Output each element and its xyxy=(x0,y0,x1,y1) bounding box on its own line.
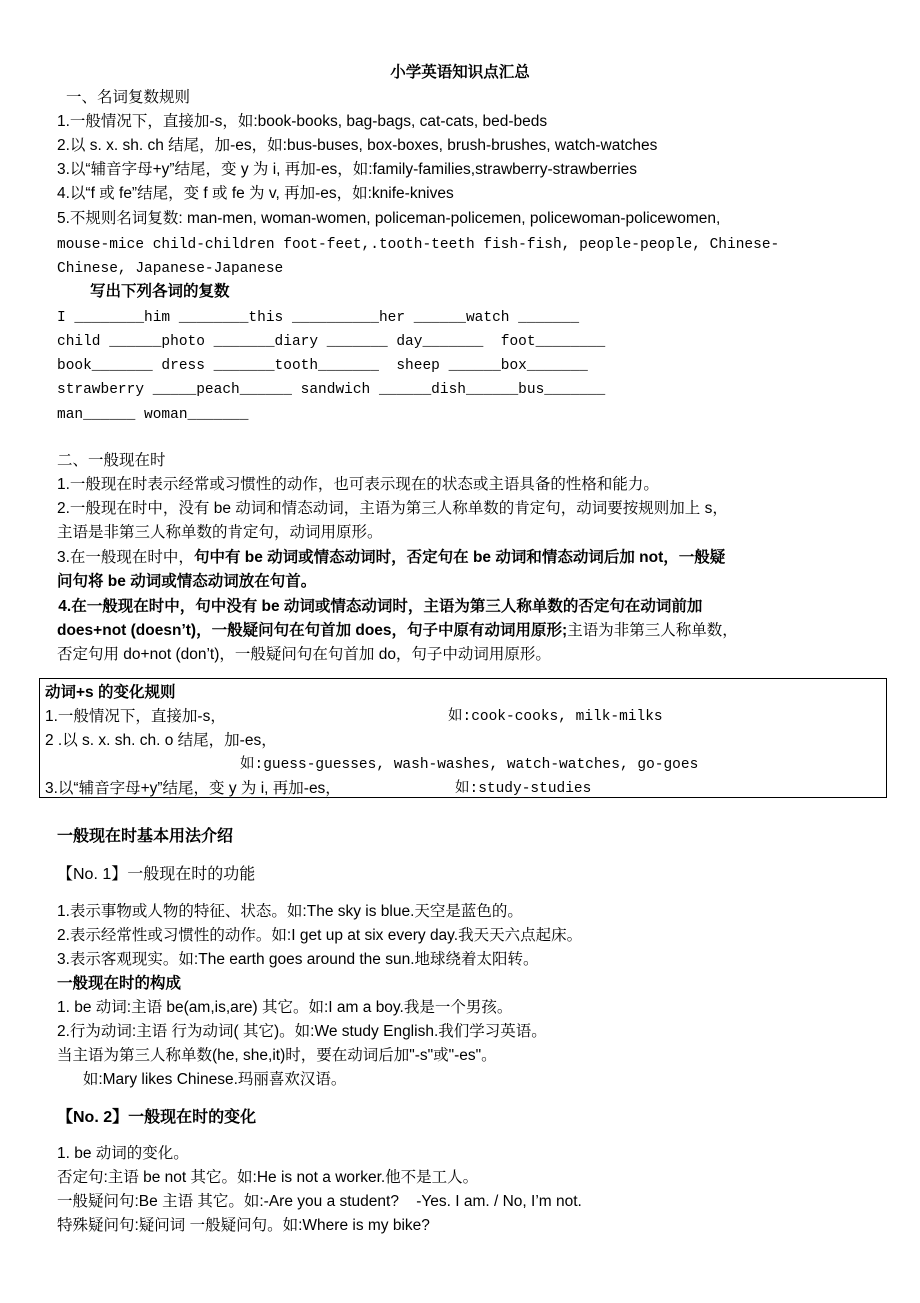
variation-4: 特殊疑问句:疑问词 一般疑问句。如:Where is my bike? xyxy=(57,1217,430,1234)
present-rule-3a xyxy=(57,547,725,569)
present-rule-4b-rest: 主语为非第三人称单数， xyxy=(567,622,738,639)
exercise-line-4: strawberry _____peach______ sandwich ______dish______bus_______ xyxy=(57,382,606,398)
present-rule-4a: 4.在一般现在时中，句中没有 be 动词或情态动词时，主语为第三人称单数的否定句在动词前加 xyxy=(54,598,703,615)
page-title: 小学英语知识点汇总 xyxy=(390,64,530,81)
present-rule-4b xyxy=(57,620,738,642)
verb-s-rule-2-example: 如:guess-guesses, wash-washes, watch-watches, go-goes xyxy=(240,757,699,773)
composition-1: 1. be 动词:主语 be(am,is,are) 其它。如:I am a boy.我是一个男孩。 xyxy=(57,999,513,1016)
plural-rule-3: 3.以“辅音字母+y”结尾，变 y 为 i, 再加-es，如:family-families,strawberry-strawberries xyxy=(57,161,638,178)
plural-rule-1: 1.一般情况下，直接加-s，如:book-books, bag-bags, cat-cats, bed-beds xyxy=(57,113,548,130)
plural-rule-2: 2.以 s. x. sh. ch 结尾，加-es，如:bus-buses, box-boxes, brush-brushes, watch-watches xyxy=(57,137,658,154)
exercise-title: 写出下列各词的复数 xyxy=(90,283,230,300)
function-3: 3.表示客观现实。如:The earth goes around the sun.地球绕着太阳转。 xyxy=(57,951,539,968)
present-rule-1: 1.一般现在时表示经常或习惯性的动作，也可表示现在的状态或主语具备的性格和能力。 xyxy=(57,476,659,493)
composition-4: 如:Mary likes Chinese.玛丽喜欢汉语。 xyxy=(57,1071,347,1088)
present-rule-2b: 主语是非第三人称单数的肯定句，动词用原形。 xyxy=(57,524,383,541)
no1-heading: 【No. 1】一般现在时的功能 xyxy=(57,866,256,883)
exercise-line-2: child ______photo _______diary _______ day_______ foot________ xyxy=(57,334,606,350)
composition-2: 2.行为动词:主语 行为动词( 其它)。如:We study English.我们学习英语。 xyxy=(57,1023,547,1040)
present-rule-4b-bold: does+not (doesn’t)，一般疑问句在句首加 does，句子中原有动词用原形; xyxy=(57,622,568,639)
plural-rule-5c: Chinese, Japanese-Japanese xyxy=(57,261,284,277)
exercise-line-1: I ________him ________this __________her ______watch _______ xyxy=(57,310,580,326)
present-rule-2a: 2.一般现在时中，没有 be 动词和情态动词，主语为第三人称单数的肯定句，动词要按规则加上 s， xyxy=(57,500,728,517)
verb-s-rule-1: 1.一般情况下，直接加-s， xyxy=(45,708,226,725)
composition-3: 当主语为第三人称单数(he, she,it)时，要在动词后加"-s"或"-es"。 xyxy=(57,1047,497,1064)
verb-s-rules-title: 动词+s 的变化规则 xyxy=(45,684,176,701)
verb-s-rule-2: 2 .以 s. x. sh. ch. o 结尾，加-es， xyxy=(45,732,277,749)
variation-2: 否定句:主语 be not 其它。如:He is not a worker.他不是工人。 xyxy=(57,1169,479,1186)
verb-s-rule-1-example: 如:cook-cooks, milk-milks xyxy=(448,709,663,725)
usage-heading: 一般现在时基本用法介绍 xyxy=(57,828,234,845)
no2-heading: 【No. 2】一般现在时的变化 xyxy=(57,1109,257,1126)
verb-s-rule-3-example: 如:study-studies xyxy=(455,781,592,797)
present-rule-4c: 否定句用 do+not (don’t)，一般疑问句在句首加 do，句子中动词用原形。 xyxy=(57,646,551,663)
plural-rule-5b: mouse-mice child-children foot-feet,.tooth-teeth fish-fish, people-people, Chinese- xyxy=(57,237,780,253)
verb-s-rule-3: 3.以“辅音字母+y”结尾，变 y 为 i, 再加-es， xyxy=(45,780,341,797)
function-1: 1.表示事物或人物的特征、状态。如:The sky is blue.天空是蓝色的。 xyxy=(57,903,523,920)
plural-rule-5a: 5.不规则名词复数: man-men, woman-women, policeman-policemen, policewoman-policewomen, xyxy=(57,210,721,227)
function-2: 2.表示经常性或习惯性的动作。如:I get up at six every day.我天天六点起床。 xyxy=(57,927,583,944)
composition-heading: 一般现在时的构成 xyxy=(57,975,182,992)
present-rule-3b: 问句将 be 动词或情态动词放在句首。 xyxy=(57,573,317,590)
section1-heading: 一、名词复数规则 xyxy=(66,89,191,106)
plural-rule-4: 4.以“f 或 fe”结尾，变 f 或 fe 为 v, 再加-es，如:knife-knives xyxy=(57,185,454,202)
exercise-line-3: book_______ dress _______tooth_______ sheep ______box_______ xyxy=(57,358,588,374)
variation-1: 1. be 动词的变化。 xyxy=(57,1145,189,1162)
present-rule-3a-prefix: 3.在一般现在时中， xyxy=(57,549,194,566)
variation-3: 一般疑问句:Be 主语 其它。如:-Are you a student? -Yes. I am. / No, I’m not. xyxy=(57,1193,582,1210)
present-rule-3a-bold: 句中有 be 动词或情态动词时，否定句在 be 动词和情态动词后加 not，一般疑 xyxy=(193,549,726,566)
exercise-line-5: man______ woman_______ xyxy=(57,407,249,423)
section2-heading: 二、一般现在时 xyxy=(57,452,166,469)
